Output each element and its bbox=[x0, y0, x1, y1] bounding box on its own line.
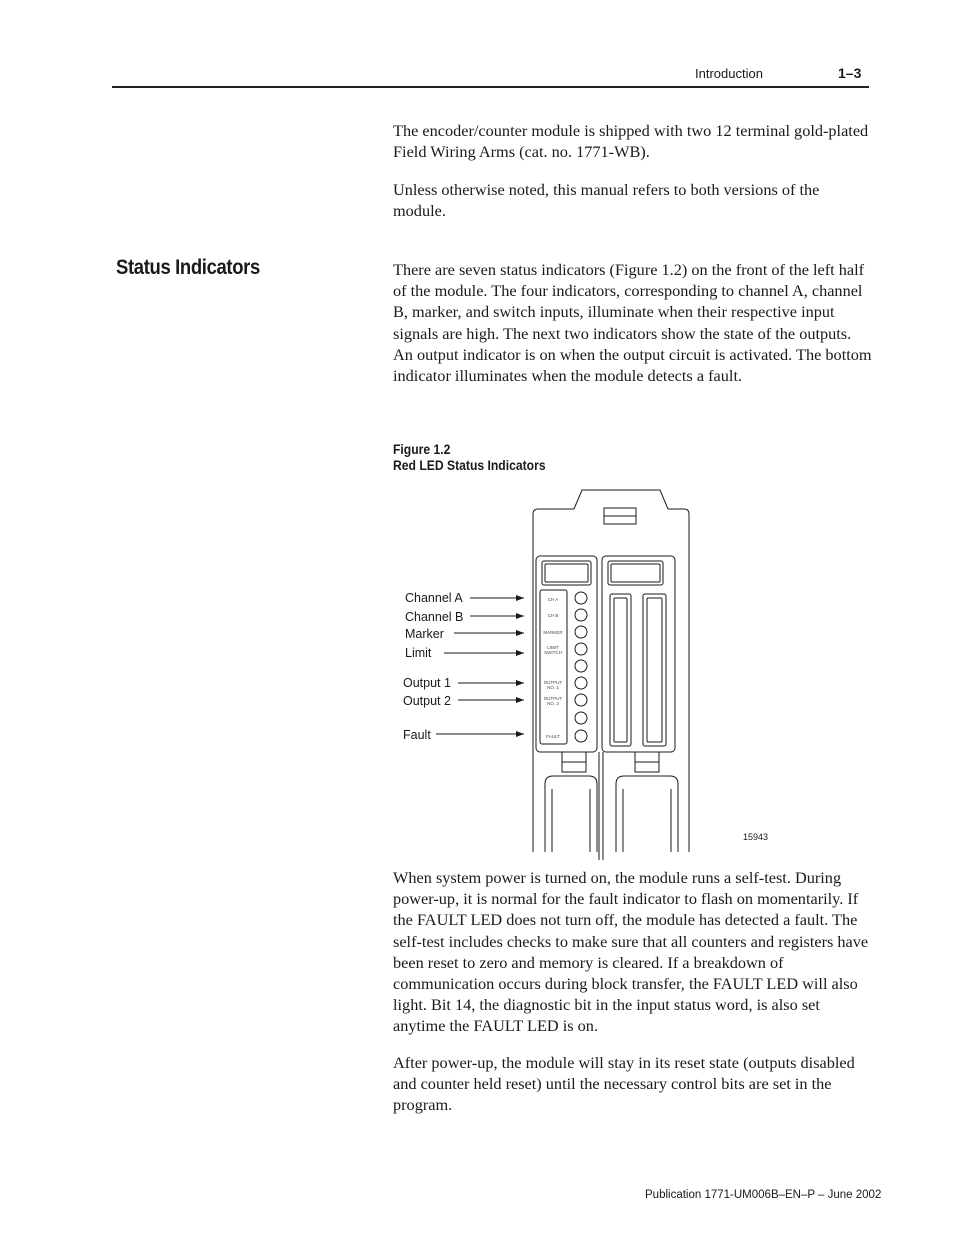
led-output-1 bbox=[575, 677, 587, 689]
paragraph-status-indicators: There are seven status indicators (Figure 1.2) on the front of the left half of the module. The four indicators, corresponding to channel A, channel B, marker, and switch inputs, illuminate when their respective input signals are high. The next two indicators show the state of the outputs. An output indicator is on when the output circuit is activated. The bottom indicator illuminates when the module detects a fault. bbox=[393, 260, 872, 386]
led-channel-a bbox=[575, 592, 587, 604]
callout-output-2: Output 2 bbox=[403, 694, 451, 708]
panel-label-limit: LIMIT bbox=[547, 645, 559, 650]
figure-caption: Red LED Status Indicators bbox=[393, 458, 546, 473]
panel-label-output-2a: OUTPUT bbox=[543, 696, 563, 701]
right-slot-left bbox=[610, 594, 631, 746]
led-marker bbox=[575, 626, 587, 638]
figure-id: 15943 bbox=[743, 832, 769, 842]
paragraph-self-test: When system power is turned on, the module runs a self-test. During power-up, it is normal for the fault indicator to flash on momentarily. If the FAULT LED does not turn off, the module has detected a fault. The self-test includes checks to make sure that all counters and registers have been reset to zero and memory is cleared. If a breakdown of communication occurs during block transfer, the FAULT LED will also light. Bit 14, the diagnostic bit in the input status word, is also set anytime the FAULT LED is on. bbox=[393, 868, 869, 1036]
right-slot-right bbox=[643, 594, 666, 746]
panel-label-output-1a: OUTPUT bbox=[543, 680, 563, 685]
right-label-window bbox=[608, 561, 663, 585]
page-number: 1–3 bbox=[838, 65, 862, 81]
panel-label-ch-b: CH B bbox=[547, 613, 559, 618]
callout-output-1: Output 1 bbox=[403, 676, 451, 690]
module-handle bbox=[574, 490, 668, 509]
led-fault bbox=[575, 730, 587, 742]
panel-label-output-1b: NO. 1 bbox=[547, 685, 559, 690]
led-spare-2 bbox=[575, 712, 587, 724]
section-heading: Status Indicators bbox=[116, 256, 260, 279]
figure-number: Figure 1.2 bbox=[393, 442, 451, 457]
callout-limit: Limit bbox=[405, 646, 432, 660]
led-output-2 bbox=[575, 694, 587, 706]
footer-publication: Publication 1771-UM006B–EN–P – June 2002 bbox=[645, 1189, 882, 1201]
panel-label-output-2b: NO. 2 bbox=[547, 701, 559, 706]
led-limit bbox=[575, 643, 587, 655]
callout-fault: Fault bbox=[403, 728, 431, 742]
callout-channel-a: Channel A bbox=[405, 591, 463, 605]
paragraph-field-wiring-arms: The encoder/counter module is shipped with two 12 terminal gold-plated Field Wiring Arms (cat. no. 1771-WB). bbox=[393, 121, 869, 162]
led-channel-b bbox=[575, 609, 587, 621]
panel-label-ch-a: CH A bbox=[547, 597, 559, 602]
panel-label-fault: FAULT bbox=[546, 734, 560, 739]
led-spare-1 bbox=[575, 660, 587, 672]
paragraph-versions: Unless otherwise noted, this manual refers to both versions of the module. bbox=[393, 180, 820, 221]
callout-marker: Marker bbox=[405, 627, 444, 641]
header-rule bbox=[112, 86, 869, 88]
led-status-figure bbox=[390, 484, 780, 864]
callout-channel-b: Channel B bbox=[405, 610, 464, 624]
panel-label-switch: SWITCH bbox=[544, 650, 562, 655]
right-wiring-arm bbox=[616, 776, 678, 852]
running-header-section: Introduction bbox=[695, 66, 763, 81]
left-label-window bbox=[542, 561, 591, 585]
paragraph-power-up: After power-up, the module will stay in its reset state (outputs disabled and counter held reset) until the necessary control bits are set in the program. bbox=[393, 1053, 855, 1115]
left-wiring-arm bbox=[545, 776, 597, 852]
panel-label-marker: MARKER bbox=[543, 630, 563, 635]
